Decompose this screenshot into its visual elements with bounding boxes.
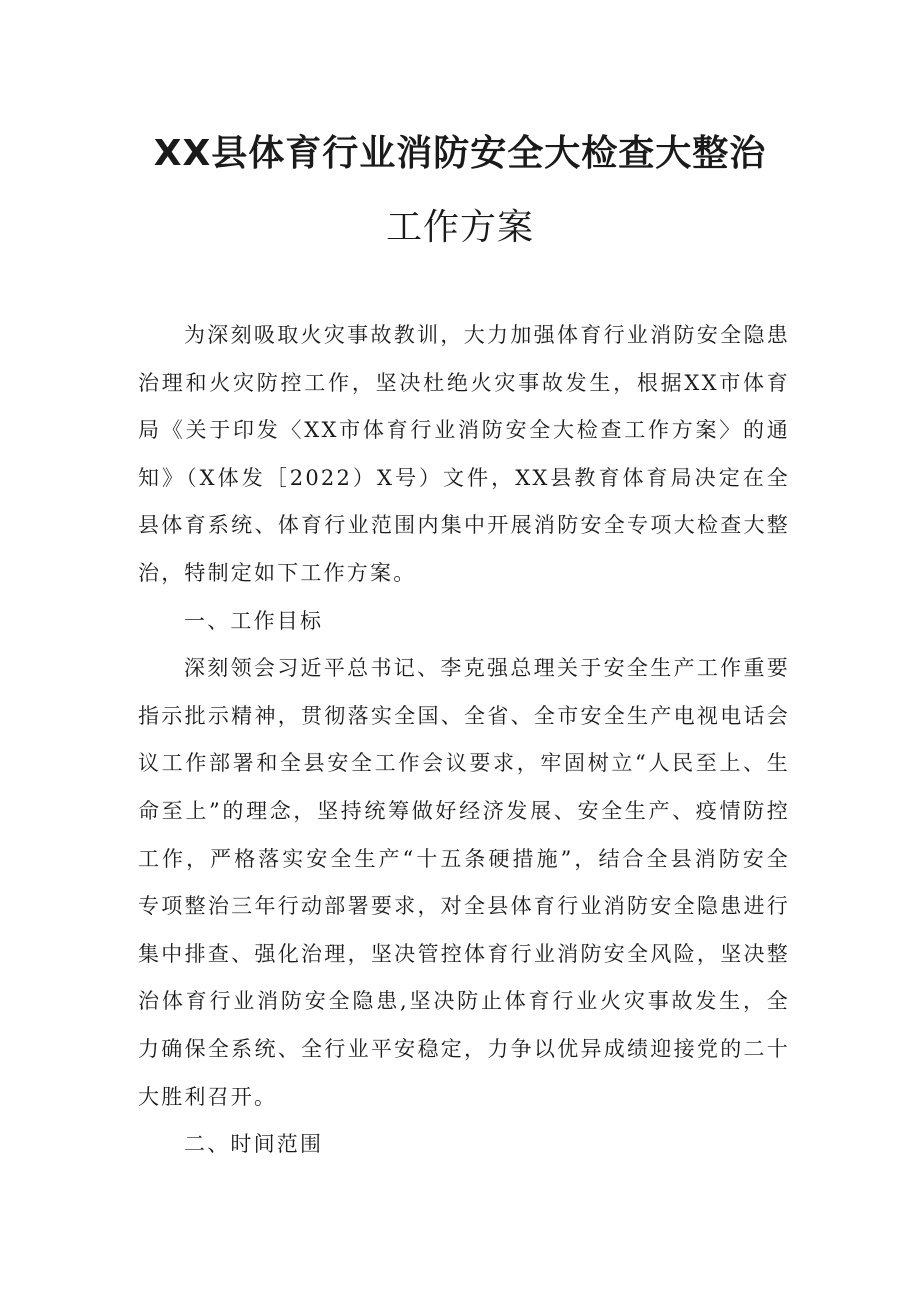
document-title-line-1: XX县体育行业消防安全大检查大整治 (153, 133, 767, 174)
document-body (138, 312, 790, 1169)
intro-paragraph: 为深刻吸取火灾事故教训，大力加强体育行业消防安全隐患治理和火灾防控工作，坚决杜绝火灾事故发生，根据XX市体育局《关于印发〈XX市体育行业消防安全大检查工作方案〉的通知》（X体发［2022）X号）文件，XX县教育体育局决定在全县体育系统、体育行业范围内集中开展消防安全专项大检查大整治，特制定如下工作方案。 (138, 323, 790, 585)
section-heading-goals: 一、工作目标 (184, 608, 324, 633)
document-title-line-2: 工作方案 (385, 207, 534, 248)
section-heading-time-scope: 二、时间范围 (184, 1132, 324, 1157)
goals-paragraph: 深刻领会习近平总书记、李克强总理关于安全生产工作重要指示批示精神，贯彻落实全国、全省、全市安全生产电视电话会议工作部署和全县安全工作会议要求，牢固树立“人民至上、生命至上”的理念，坚持统筹做好经济发展、安全生产、疫情防控工作，严格落实安全生产“十五条硬措施”，结合全县消防安全专项整治三年行动部署要求，对全县体育行业消防安全隐患进行集中排查、强化治理，坚决管控体育行业消防安全风险，坚决整治体育行业消防安全隐患,坚决防止体育行业火灾事故发生，全力确保全系统、全行业平安稳定，力争以优异成绩迎接党的二十大胜利召开。 (138, 656, 790, 1109)
